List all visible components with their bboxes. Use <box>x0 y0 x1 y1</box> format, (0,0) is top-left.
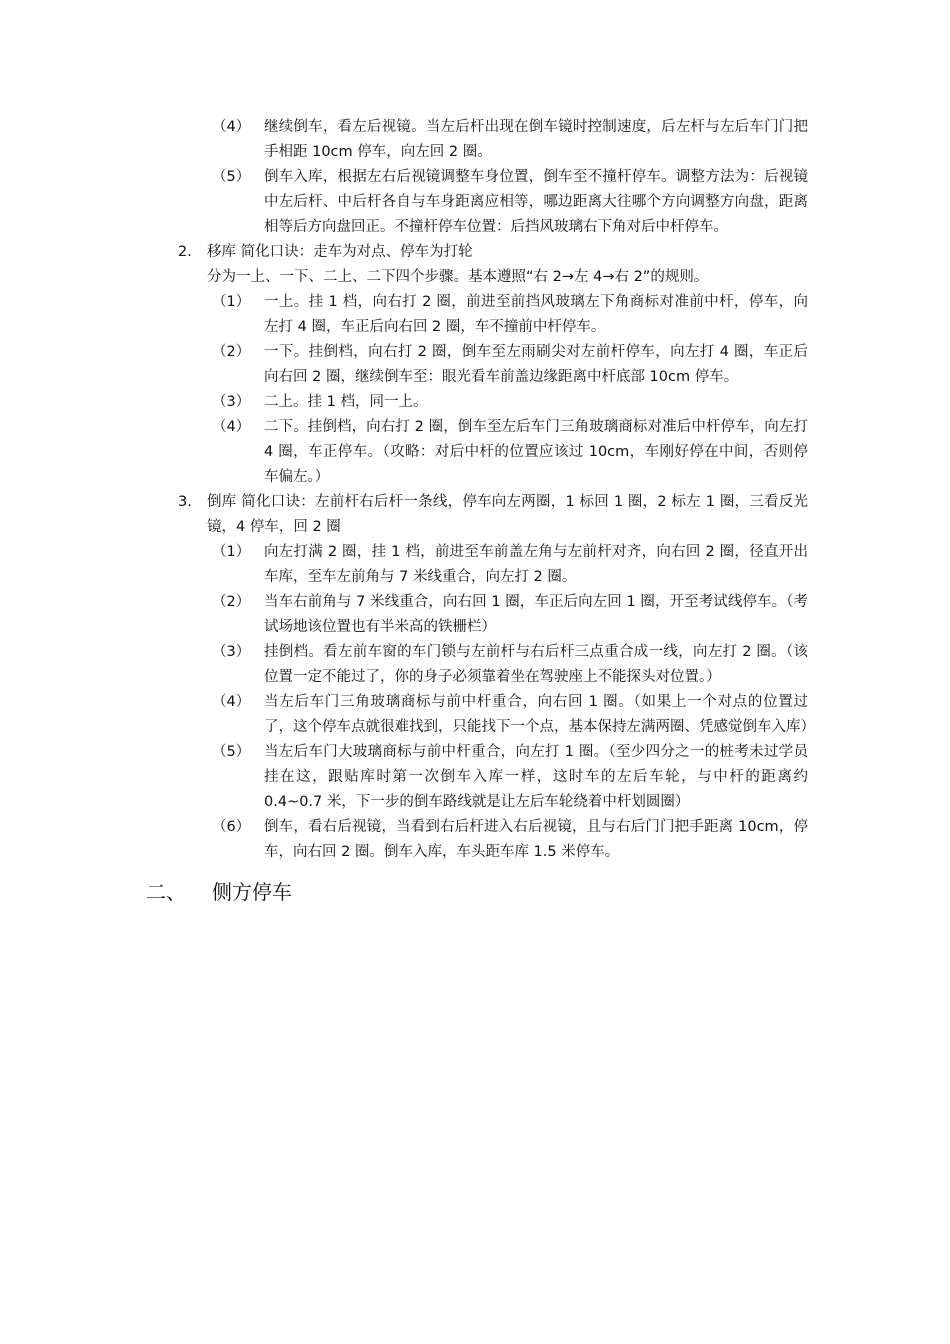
item-marker: （2） <box>212 594 251 610</box>
section-title: 移库 简化口诀：走车为对点、停车为打轮 <box>207 244 473 260</box>
item-text: 继续倒车，看左后视镜。当左后杆出现在倒车镜时控制速度，后左杆与左后车门门把手相距 10cm 停车，向左回 2 圈。 <box>264 119 808 160</box>
list-item <box>0 115 950 165</box>
item-marker: （3） <box>212 644 251 660</box>
item-text: 当左后车门三角玻璃商标与前中杆重合，向右回 1 圈。（如果上一个对点的位置过了，这个停车点就很难找到，只能找下一个点，基本保持左满两圈、凭感觉倒车入库） <box>264 694 815 735</box>
item-text: 当左后车门大玻璃商标与前中杆重合，向左打 1 圈。（至少四分之一的桩考未过学员挂在这，跟贴库时第一次倒车入库一样，这时车的左后车轮，与中杆的距离约 0.4~0.7 米，下一步的倒车路线就是让左后车轮绕着中杆划圆圈） <box>264 744 808 810</box>
section-number: 3. <box>178 494 192 510</box>
item-marker: （5） <box>212 169 251 185</box>
item-text: 二上。挂 1 档，同一上。 <box>264 394 428 410</box>
heading-number: 二、 <box>146 880 186 904</box>
list-item <box>0 640 950 690</box>
item-marker: （1） <box>212 544 251 560</box>
heading-title: 侧方停车 <box>212 880 292 904</box>
list-item <box>0 540 950 590</box>
item-marker: （2） <box>212 344 251 360</box>
item-marker: （5） <box>212 744 251 760</box>
list-item <box>0 290 950 340</box>
item-marker: （3） <box>212 394 251 410</box>
item-text: 倒车入库，根据左右后视镜调整车身位置，倒车至不撞杆停车。调整方法为：后视镜中左后杆、中后杆各自与车身距离应相等，哪边距离大往哪个方向调整方向盘，距离相等后方向盘回正。不撞杆停车位置：后挡风玻璃右下角对后中杆停车。 <box>264 169 808 235</box>
item-marker: （4） <box>212 119 251 135</box>
list-item <box>0 590 950 640</box>
item-text: 一上。挂 1 档，向右打 2 圈，前进至前挡风玻璃左下角商标对准前中杆，停车，向左打 4 圈，车正后向右回 2 圈，车不撞前中杆停车。 <box>264 294 808 335</box>
list-item <box>0 165 950 240</box>
item-text: 当车右前角与 7 米线重合，向右回 1 圈，车正后向左回 1 圈，开至考试线停车。（考试场地该位置也有半米高的铁栅栏） <box>264 594 808 635</box>
item-text: 向左打满 2 圈，挂 1 档，前进至车前盖左角与左前杆对齐，向右回 2 圈，径直开出车库，至车左前角与 7 米线重合，向左打 2 圈。 <box>264 544 808 585</box>
section-heading <box>0 877 950 907</box>
item-marker: （4） <box>212 694 251 710</box>
item-marker: （6） <box>212 819 251 835</box>
item-text: 倒车，看右后视镜，当看到右后杆进入右后视镜，且与右后门门把手距离 10cm，停车，向右回 2 圈。倒车入库，车头距车库 1.5 米停车。 <box>264 819 808 860</box>
list-item <box>0 415 950 490</box>
section-move <box>0 240 950 265</box>
item-text: 一下。挂倒档，向右打 2 圈，倒车至左雨刷尖对左前杆停车，向左打 4 圈，车正后向右回 2 圈，继续倒车至：眼光看车前盖边缘距离中杆底部 10cm 停车。 <box>264 344 808 385</box>
item-text: 挂倒档。看左前车窗的车门锁与左前杆与右后杆三点重合成一线，向左打 2 圈。（该位置一定不能过了，你的身子必须靠着坐在驾驶座上不能探头对位置。） <box>264 644 808 685</box>
document-body <box>0 115 950 907</box>
section-number: 2. <box>178 244 192 260</box>
item-marker: （1） <box>212 294 251 310</box>
item-marker: （4） <box>212 419 251 435</box>
section-title: 倒库 简化口诀：左前杆右后杆一条线，停车向左两圈，1 标回 1 圈，2 标左 1 圈，三看反光镜，4 停车，回 2 圈 <box>207 494 808 535</box>
list-item <box>0 390 950 415</box>
list-item <box>0 740 950 815</box>
list-item <box>0 690 950 740</box>
section-intro: 分为一上、一下、二上、二下四个步骤。基本遵照“右 2→左 4→右 2”的规则。 <box>207 269 709 285</box>
list-item <box>0 815 950 865</box>
item-text: 二下。挂倒档，向右打 2 圈，倒车至左后车门三角玻璃商标对准后中杆停车，向左打 4 圈，车正停车。（攻略：对后中杆的位置应该过 10cm，车刚好停在中间，否则停车偏左。） <box>264 419 808 485</box>
list-item <box>0 340 950 390</box>
section-reverse <box>0 490 950 540</box>
